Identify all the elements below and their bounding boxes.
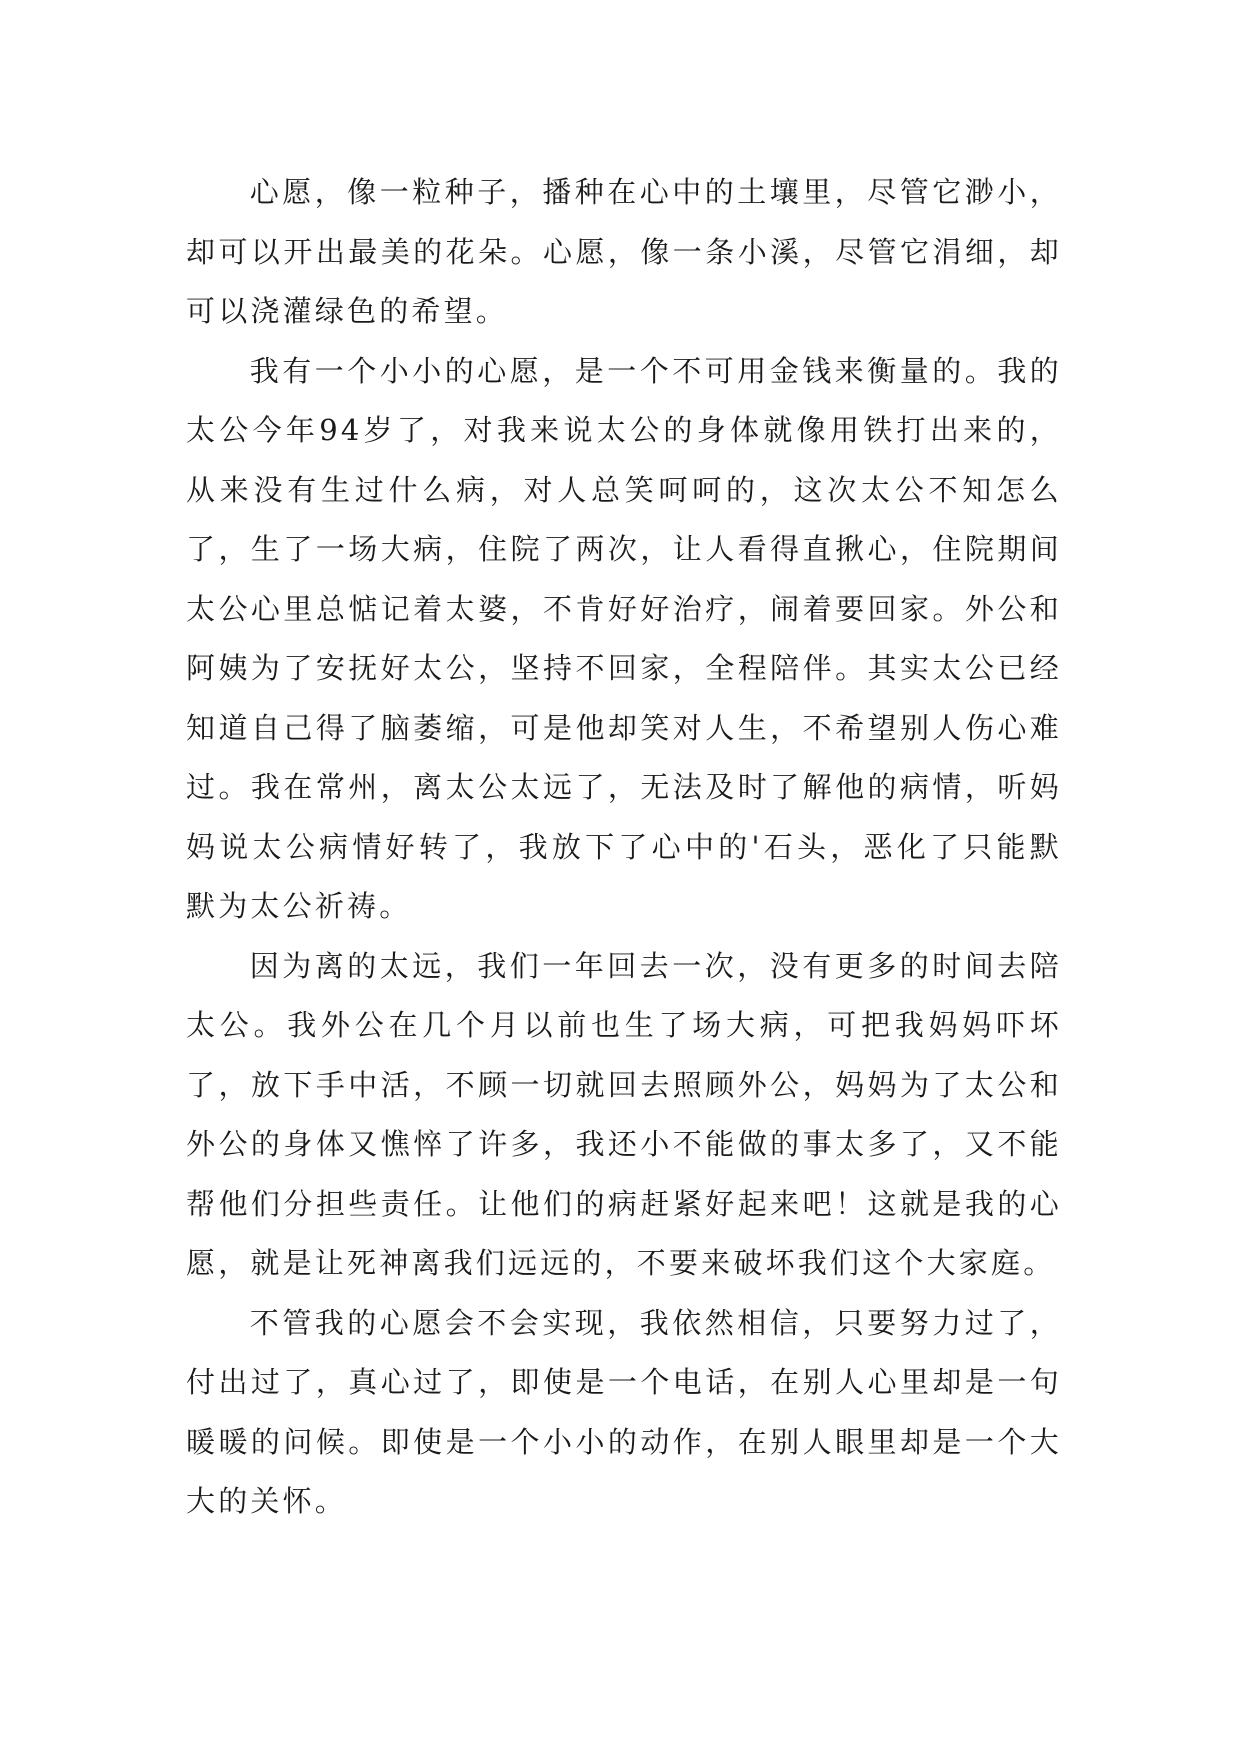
paragraph-2: 我有一个小小的心愿，是一个不可用金钱来衡量的。我的太公今年94岁了，对我来说太公的身体就像用铁打出来的，从来没有生过什么病，对人总笑呵呵的，这次太公不知怎么了，生了一场大病，住院了两次，让人看得直揪心，住院期间太公心里总惦记着太婆，不肯好好治疗，闹着要回家。外公和阿姨为了安抚好太公，坚持不回家，全程陪伴。其实太公已经知道自己得了脑萎缩，可是他却笑对人生，不希望别人伤心难过。我在常州，离太公太远了，无法及时了解他的病情，听妈妈说太公病情好转了，我放下了心中的'石头，恶化了只能默默为太公祈祷。 bbox=[186, 353, 1062, 923]
paragraph-1: 心愿，像一粒种子，播种在心中的土壤里，尽管它渺小，却可以开出最美的花朵。心愿，像一条小溪，尽管它涓细，却可以浇灌绿色的希望。 bbox=[186, 175, 1062, 328]
paragraph-4: 不管我的心愿会不会实现，我依然相信，只要努力过了，付出过了，真心过了，即使是一个电话，在别人心里却是一句暖暖的问候。即使是一个小小的动作，在别人眼里却是一个大大的关怀。 bbox=[186, 1305, 1062, 1518]
paragraph-3: 因为离的太远，我们一年回去一次，没有更多的时间去陪太公。我外公在几个月以前也生了场大病，可把我妈妈吓坏了，放下手中活，不顾一切就回去照顾外公，妈妈为了太公和外公的身体又憔悴了许多，我还小不能做的事太多了，又不能帮他们分担些责任。让他们的病赶紧好起来吧！这就是我的心愿，就是让死神离我们远远的，不要来破坏我们这个大家庭。 bbox=[186, 948, 1062, 1280]
document-body bbox=[186, 163, 1062, 1532]
